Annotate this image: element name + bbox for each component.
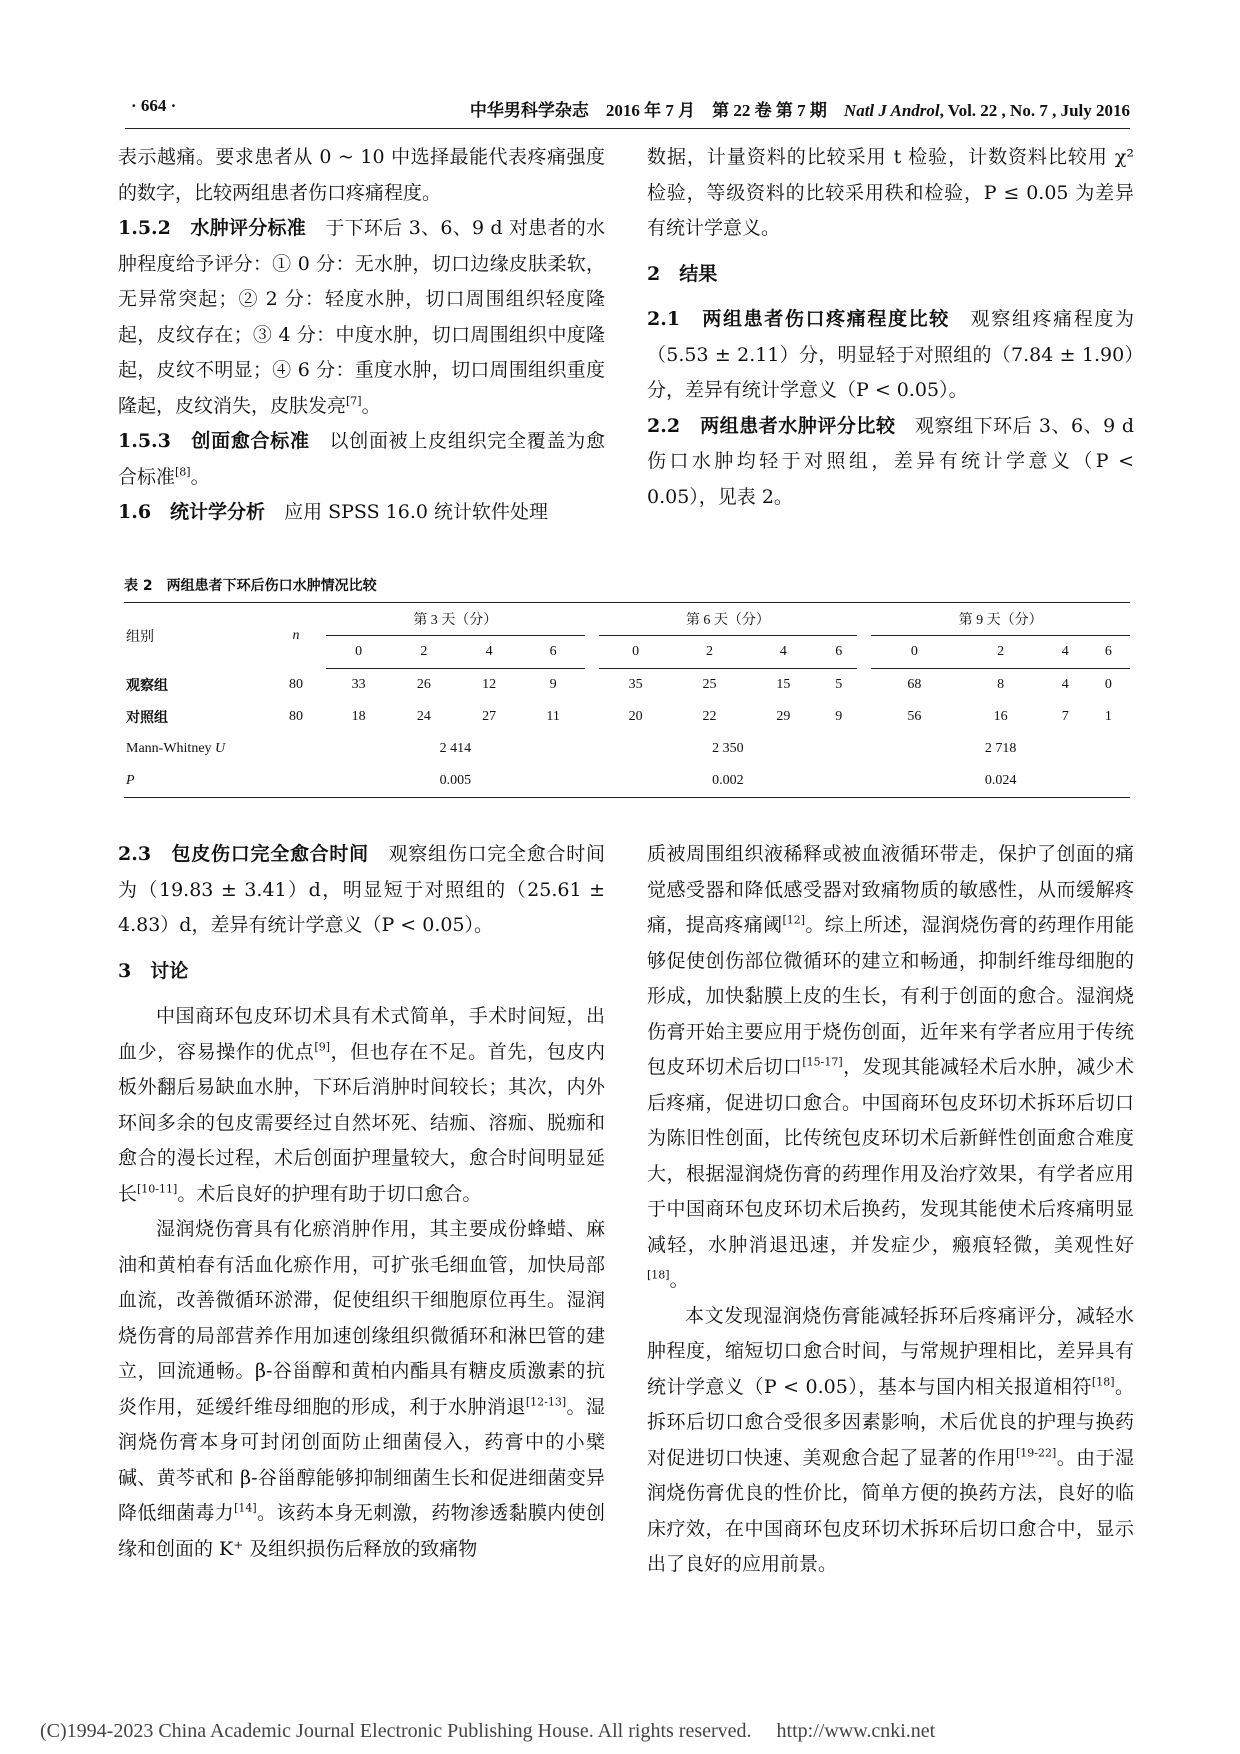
discussion-paragraph-2	[118, 1212, 605, 1567]
journal-english-abbr: Natl J Androl	[843, 101, 940, 120]
p-value-day9: 0.024	[871, 765, 1130, 798]
citation-ref: [15-17]	[802, 1055, 843, 1069]
text-run: 。该药本身无刺激，药物渗透黏膜内使创缘和创面的 K⁺ 及组织损伤后释放的致痛物	[118, 1502, 605, 1560]
table-row	[124, 701, 1130, 733]
text-run: 。	[669, 1269, 689, 1291]
table-cell: 24	[416, 709, 431, 724]
citation-ref: [7]	[346, 394, 362, 408]
punctuation: 。	[190, 465, 210, 488]
score-header: 6	[820, 636, 857, 669]
spacer	[857, 603, 871, 636]
section-body-2-1: 观察组疼痛程度为（5.53 ± 2.11）分，明显轻于对照组的（7.84 ± 1.90）分，差异有统计学意义（P < 0.05）。	[647, 308, 1134, 401]
text-run: 中国商环包皮环切术具有术式简单，手术时间短，出血少，容易操作的优点	[118, 1005, 605, 1063]
table-cell: 9	[835, 709, 843, 724]
section-heading-1-5-2: 1.5.2 水肿评分标准	[118, 217, 307, 239]
punctuation: 。	[361, 394, 381, 417]
text-run: 质被周围组织液稀释或被血液循环带走，保护了创面的痛觉感受器和降低感受器对致痛物质的敏感性，从而缓解疼痛，提高疼痛阈	[647, 843, 1134, 936]
section-body-1-5-2: 于下环后 3、6、9 d 对患者的水肿程度给予评分：① 0 分：无水肿，切口边缘皮肤柔软，无异常突起；② 2 分：轻度水肿，切口周围组织轻度隆起，皮纹存在；③ 4 分：中度水肿，切口周围组织中度隆起，皮纹不明显；④ 6 分：重度水肿，切口周围组织重度隆起，皮纹消失，皮肤发亮	[118, 217, 605, 417]
text-run: 。由于湿润烧伤膏优良的性价比，简单方便的换药方法，良好的临床疗效，在中国商环包皮环切术拆环后切口愈合中，显示出了良好的应用前景。	[647, 1446, 1134, 1575]
score-header: 0	[326, 636, 391, 669]
row-group-label: 对照组	[126, 711, 168, 726]
table-row	[124, 733, 1130, 765]
table-cell: 0	[1104, 677, 1112, 692]
left-column-top	[118, 140, 605, 531]
spacer	[585, 603, 599, 636]
section-body-1-6: 应用 SPSS 16.0 统计软件处理	[265, 501, 548, 523]
table-cell: 68	[907, 677, 922, 692]
statistics-paragraph: 数据，计量资料的比较采用 t 检验，计数资料比较用 χ² 检验，等级资料的比较采用秩和检验，P ≤ 0.05 为差异有统计学意义。	[647, 146, 1134, 239]
p-value-day6: 0.002	[599, 765, 858, 798]
col-header-group: 组别	[124, 603, 266, 669]
section-heading-2-3: 2.3 包皮伤口完全愈合时间	[118, 843, 369, 865]
col-header-day3: 第 3 天（分）	[326, 603, 585, 636]
text-run: 湿润烧伤膏具有化瘀消肿作用，其主要成份蜂蜡、麻油和黄柏春有活血化瘀作用，可扩张毛细血管，加快局部血流，改善微循环淤滞，促使组织干细胞原位再生。湿润烧伤膏的局部营养作用加速创缘组织微循环和淋巴管的建立，回流通畅。β-谷甾醇和黄柏内酯具有糖皮质激素的抗炎作用，延缓纤维母细胞的形成，利于水肿消退	[118, 1218, 605, 1418]
spacer	[857, 701, 871, 733]
section-3-title: 3 讨论	[118, 959, 189, 982]
citation-ref: [14]	[234, 1501, 257, 1515]
table-cell: 35	[628, 677, 643, 692]
pain-scale-paragraph: 表示越痛。要求患者从 0 ~ 10 中选择最能代表疼痛强度的数字，比较两组患者伤口疼痛程度。	[118, 146, 605, 204]
table-cell: 12	[482, 677, 497, 692]
table-cell: 7	[1061, 709, 1069, 724]
u-value-day6: 2 350	[712, 741, 744, 756]
section-1-5-3	[118, 424, 605, 495]
spacer	[585, 701, 599, 733]
section-heading-2-2: 2.2 两组患者水肿评分比较	[647, 414, 896, 437]
section-body-2-2: 观察组下环后 3、6、9 d 伤口水肿均轻于对照组，差异有统计学意义（P < 0.05），见表 2。	[647, 414, 1134, 508]
citation-ref: [12]	[782, 913, 806, 927]
table-cell: 8	[997, 677, 1005, 692]
spacer	[857, 669, 871, 702]
text-run: 。湿润烧伤膏本身可封闭创面防止细菌侵入，药膏中的小檗碱、黄芩甙和 β-谷甾醇能够抑制细菌生长和促进细菌变异降低细菌毒力	[118, 1395, 605, 1524]
section-2-2	[647, 409, 1134, 516]
col-header-day6: 第 6 天（分）	[599, 603, 858, 636]
score-header: 2	[391, 636, 456, 669]
citation-ref: [18]	[647, 1268, 670, 1282]
section-heading-1-6: 1.6 统计学分析	[118, 501, 266, 523]
journal-volume-issue: , Vol. 22 , No. 7 , July 2016	[939, 101, 1130, 120]
mann-whitney-u: U	[215, 741, 226, 756]
p-label: P	[124, 765, 326, 798]
section-heading-1-5-3: 1.5.3 创面愈合标准	[118, 430, 310, 452]
table-row	[124, 765, 1130, 798]
p-value-day3: 0.005	[326, 765, 585, 798]
score-header: 6	[522, 636, 585, 669]
text-run: 。术后良好的护理有助于切口愈合。	[177, 1182, 482, 1205]
mann-whitney-text: Mann-Whitney	[126, 741, 216, 756]
text-run: 本文发现湿润烧伤膏能减轻拆环后疼痛评分，减轻水肿程度，缩短切口愈合时间，与常规护理相比，差异具有统计学意义（P < 0.05），基本与国内相关报道相符	[647, 1304, 1134, 1398]
text-run: 。综上所述，湿润烧伤膏的药理作用能够促使创伤部位微循环的建立和畅通，抑制纤维母细胞的形成，加快黏膜上皮的生长，有利于创面的愈合。湿润烧伤膏开始主要应用于烧伤创面，近年来有学者应用于传统包皮环切术后切口	[647, 914, 1134, 1078]
score-header: 0	[599, 636, 673, 669]
col-header-n: n	[266, 603, 326, 669]
table-cell: 33	[351, 677, 366, 692]
discussion-paragraph-1	[118, 999, 605, 1212]
score-header: 6	[1087, 636, 1130, 669]
citation-ref: [8]	[175, 465, 191, 479]
table-row	[124, 669, 1130, 702]
text-run: 。拆环后切口愈合受很多因素影响，术后优良的护理与换药对促进切口快速、美观愈合起了显著的作用	[647, 1375, 1134, 1469]
spacer	[857, 636, 871, 669]
spacer	[857, 765, 871, 798]
section-1-6	[118, 495, 605, 531]
right-column-bottom	[647, 837, 1134, 1583]
score-header: 4	[746, 636, 820, 669]
score-header: 0	[871, 636, 957, 669]
score-header: 2	[957, 636, 1043, 669]
table-cell: 27	[482, 709, 497, 724]
spacer	[585, 636, 599, 669]
right-column-top	[647, 140, 1134, 515]
section-2-3	[118, 837, 605, 944]
discussion-paragraph-4	[647, 1299, 1134, 1583]
spacer	[857, 733, 871, 765]
section-2-title: 2 结果	[647, 262, 718, 285]
header-rule	[125, 128, 1130, 129]
table-cell: 26	[416, 677, 431, 692]
table-cell: 15	[776, 677, 791, 692]
journal-chinese: 中华男科学杂志 2016 年 7 月 第 22 卷 第 7 期	[469, 101, 827, 120]
spacer	[585, 733, 599, 765]
table-cell: 1	[1104, 709, 1112, 724]
section-body-2-3: 观察组伤口完全愈合时间为（19.83 ± 3.41）d，明显短于对照组的（25.61 ± 4.83）d，差异有统计学意义（P < 0.05）。	[118, 843, 605, 936]
row-n: 80	[289, 709, 303, 724]
score-header: 4	[1044, 636, 1087, 669]
copyright-footer: (C)1994-2023 China Academic Journal Electronic Publishing House. All rights reserved. http://www.cnki.net	[40, 1720, 936, 1742]
section-heading-2-1: 2.1 两组患者伤口疼痛程度比较	[647, 308, 950, 330]
table-cell: 22	[702, 709, 717, 724]
running-header	[125, 92, 1130, 124]
table-cell: 9	[549, 677, 557, 692]
u-value-day3: 2 414	[439, 741, 472, 756]
col-header-day9: 第 9 天（分）	[871, 603, 1130, 636]
edema-table	[124, 602, 1130, 798]
section-1-5-2	[118, 211, 605, 424]
spacer	[585, 765, 599, 798]
section-2-1	[647, 302, 1134, 409]
row-group-label: 观察组	[126, 678, 168, 694]
citation-ref: [18]	[1091, 1375, 1115, 1389]
mann-whitney-label	[124, 733, 326, 765]
table-cell: 16	[993, 709, 1008, 724]
score-header: 2	[673, 636, 747, 669]
discussion-paragraph-3	[647, 837, 1134, 1299]
text-run: ，发现其能减轻术后水肿，减少术后疼痛，促进切口愈合。中国商环包皮环切术拆环后切口为陈旧性创面，比传统包皮环切术后新鲜性创面愈合难度大，根据湿润烧伤膏的药理作用及治疗效果，有学者应用于中国商环包皮环切术后换药，发现其能使术后疼痛明显减轻，水肿消退迅速，并发症少，瘢痕轻微，美观性好	[647, 1056, 1134, 1256]
citation-ref: [19-22]	[1016, 1446, 1057, 1460]
spacer	[585, 669, 599, 702]
citation-ref: [12-13]	[525, 1395, 567, 1409]
table-cell: 20	[628, 709, 643, 724]
journal-citation	[470, 96, 1130, 121]
table-cell: 18	[351, 709, 366, 724]
section-body-1-5-3: 以创面被上皮组织完全覆盖为愈合标准	[118, 430, 605, 488]
u-value-day9: 2 718	[984, 741, 1017, 756]
citation-ref: [9]	[314, 1040, 331, 1054]
score-header: 4	[456, 636, 521, 669]
table-caption: 表 2 两组患者下环后伤口水肿情况比较	[124, 578, 377, 594]
table-cell: 25	[702, 677, 717, 692]
page-number: · 664 ·	[131, 96, 177, 115]
left-column-bottom	[118, 837, 605, 1567]
table-cell: 29	[776, 709, 791, 724]
table-cell: 4	[1061, 677, 1069, 692]
table-cell: 11	[546, 709, 560, 724]
table-cell: 56	[907, 709, 922, 724]
table-cell: 5	[835, 677, 843, 692]
text-run: ，但也存在不足。首先，包皮内板外翻后易缺血水肿，下环后消肿时间较长；其次，内外环间多余的包皮需要经过自然坏死、结痂、溶痂、脱痂和愈合的漫长过程，术后创面护理量较大，愈合时间明显延长	[118, 1040, 605, 1205]
citation-ref: [10-11]	[137, 1182, 178, 1196]
row-n: 80	[289, 676, 303, 692]
